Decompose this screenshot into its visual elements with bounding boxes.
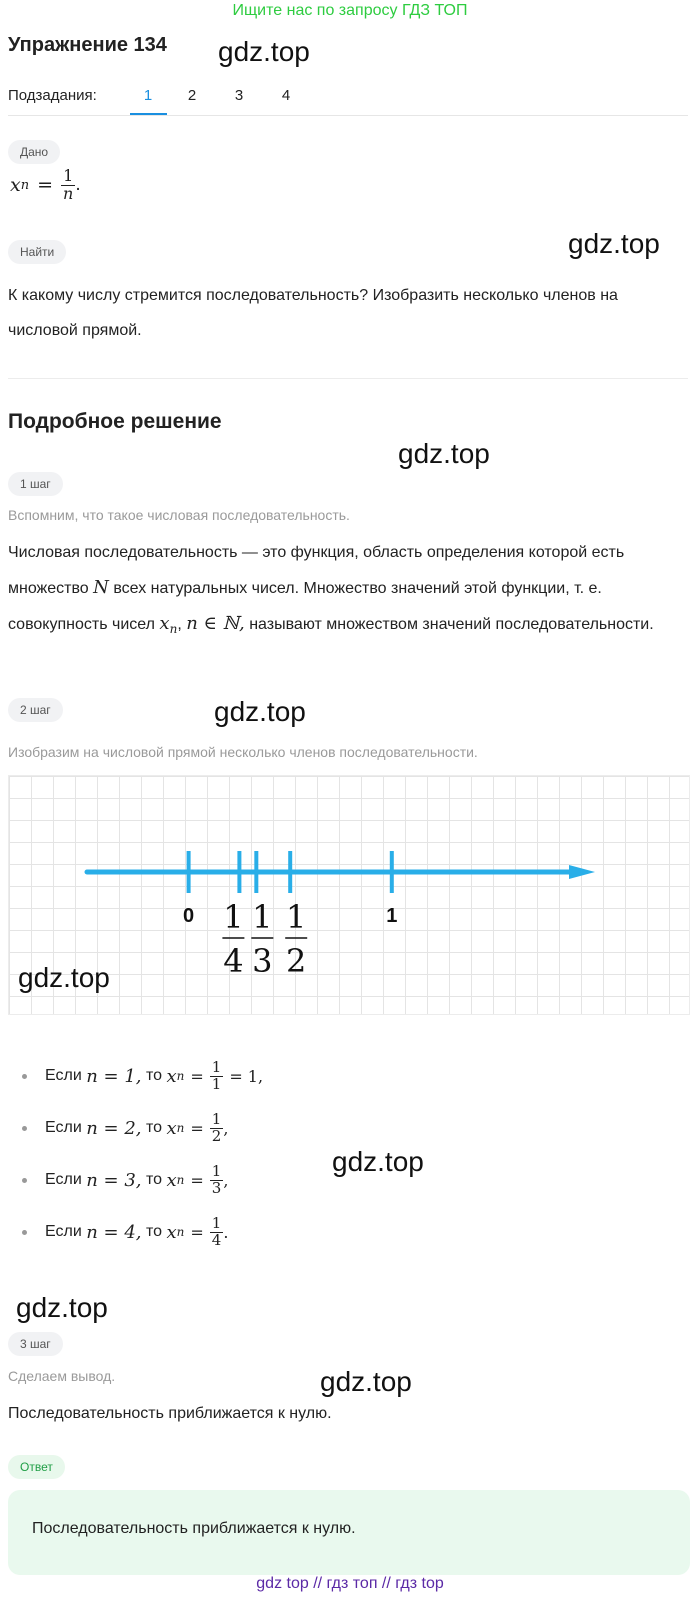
bullet-tail: , <box>223 1118 229 1138</box>
bullet-dot <box>22 1126 27 1131</box>
bullet-den: 3 <box>211 1178 222 1197</box>
number-line-figure <box>8 775 690 1015</box>
step1-chip: 1 шаг <box>8 472 63 496</box>
number-line-label: 0 <box>183 905 195 927</box>
bullet-num: 1 <box>211 1058 222 1076</box>
bullet-tail: . <box>223 1222 229 1242</box>
top-banner[interactable]: Ищите нас по запросу ГДЗ ТОП <box>232 2 468 19</box>
step1-xn-sub: n <box>169 622 178 637</box>
bullet-xn: x <box>166 1169 177 1191</box>
step1-n-in: n ∈ ℕ, <box>186 613 245 634</box>
step2-section <box>8 698 63 722</box>
step1-var-N: N <box>93 577 109 598</box>
bullet-pre: Если <box>45 1119 82 1137</box>
given-section <box>8 140 60 164</box>
bullet-n-eq: n = 1, <box>86 1065 142 1087</box>
bullet-n-eq: n = 3, <box>86 1169 142 1191</box>
given-x: x <box>10 174 21 197</box>
bullet-item <box>22 1164 228 1197</box>
tab-subtask-3[interactable]: 3 <box>234 87 244 104</box>
bullet-den: 2 <box>211 1126 222 1145</box>
bullet-eq: = <box>190 1118 204 1138</box>
bullet-pre: Если <box>45 1223 82 1241</box>
answer-text: Последовательность приближается к нулю. <box>32 1520 356 1537</box>
bullet-fraction <box>210 1060 224 1093</box>
given-fraction <box>61 168 75 203</box>
bullet-den: 4 <box>211 1230 222 1249</box>
number-line-frac-num: 1 <box>223 898 244 936</box>
watermark: gdz.top <box>18 962 110 993</box>
number-line-svg <box>9 776 691 1016</box>
given-formula <box>10 168 81 203</box>
bullet-num: 1 <box>211 1110 222 1128</box>
bullet-n-eq: n = 4, <box>86 1221 142 1243</box>
bullet-xn: x <box>166 1117 177 1139</box>
bullet-num: 1 <box>211 1162 222 1180</box>
bullet-fraction <box>210 1164 224 1197</box>
watermark: gdz.top <box>332 1146 424 1177</box>
bullet-eq: = <box>190 1222 204 1242</box>
bullet-xn: x <box>166 1065 177 1087</box>
number-line-frac-den: 4 <box>223 942 244 980</box>
given-tail: . <box>75 174 81 196</box>
step3-section <box>8 1332 63 1356</box>
bullet-n-eq: n = 2, <box>86 1117 142 1139</box>
bullet-dot <box>22 1230 27 1235</box>
step2-hint: Изобразим на числовой прямой несколько членов последовательности. <box>8 744 478 760</box>
bullet-item <box>22 1216 228 1249</box>
given-equals: = <box>37 174 54 197</box>
step1-xn: x <box>159 613 170 634</box>
find-text: К какому числу стремится последовательность? Изобразить несколько членов на числовой прямой. <box>8 287 618 339</box>
bullet-xn-sub: n <box>176 1173 185 1188</box>
bullet-xn-sub: n <box>176 1069 185 1084</box>
step1-text-c: называют множеством значений последовательности. <box>249 616 654 633</box>
bullet-eq: = <box>190 1170 204 1190</box>
tab-subtask-4[interactable]: 4 <box>281 87 291 104</box>
subtasks-label: Подзадания: <box>8 87 97 104</box>
footer-links[interactable]: gdz top // гдз топ // гдз top <box>256 1575 444 1592</box>
bullet-pre: Если <box>45 1067 82 1085</box>
bullet-eq: = <box>190 1066 204 1086</box>
number-line-frac-num: 1 <box>286 898 307 936</box>
watermark: gdz.top <box>320 1366 412 1397</box>
step1-text-a: Числовая последовательность — это функция, область определения которой есть множество <box>8 544 625 597</box>
watermark: gdz.top <box>16 1292 108 1323</box>
bullet-fraction <box>210 1216 224 1249</box>
given-chip: Дано <box>8 140 60 164</box>
answer-box <box>8 1490 690 1575</box>
exercise-title: Упражнение 134 <box>8 34 167 56</box>
bullet-den: 1 <box>211 1074 222 1093</box>
given-sub: n <box>20 177 30 193</box>
bullet-to: то <box>145 1223 163 1241</box>
bullet-fraction <box>210 1112 224 1145</box>
bullet-to: то <box>145 1067 163 1085</box>
bullet-item <box>22 1112 228 1145</box>
bullet-num: 1 <box>211 1214 222 1232</box>
step3-chip: 3 шаг <box>8 1332 63 1356</box>
step1-text-b: всех натуральных чисел. Множество значений этой функции, т. е. совокупность чисел <box>8 580 602 633</box>
watermark: gdz.top <box>398 438 490 469</box>
bullet-tail: , <box>223 1170 229 1190</box>
find-section <box>8 240 66 264</box>
watermark: gdz.top <box>568 228 660 259</box>
watermark: gdz.top <box>214 696 306 727</box>
bullet-tail: = 1, <box>229 1066 264 1086</box>
tabs-divider <box>8 115 688 116</box>
find-chip: Найти <box>8 240 66 264</box>
answer-section <box>8 1455 65 1479</box>
bullet-to: то <box>145 1171 163 1189</box>
bullet-dot <box>22 1178 27 1183</box>
bullet-to: то <box>145 1119 163 1137</box>
number-line-frac-den: 3 <box>252 942 273 980</box>
tab-subtask-2[interactable]: 2 <box>187 87 197 104</box>
number-line-frac-den: 2 <box>286 942 307 980</box>
given-den: n <box>63 183 74 203</box>
bullet-dot <box>22 1074 27 1079</box>
bullet-pre: Если <box>45 1171 82 1189</box>
given-num: 1 <box>63 166 74 185</box>
step3-hint: Сделаем вывод. <box>8 1368 116 1384</box>
step2-chip: 2 шаг <box>8 698 63 722</box>
bullet-xn: x <box>166 1221 177 1243</box>
answer-chip: Ответ <box>8 1455 65 1479</box>
step1-section <box>8 472 63 496</box>
bullet-xn-sub: n <box>176 1121 185 1136</box>
number-line-frac-num: 1 <box>252 898 273 936</box>
solution-title: Подробное решение <box>8 410 222 433</box>
step1-hint: Вспомним, что такое числовая последовательность. <box>8 507 350 523</box>
bullet-xn-sub: n <box>176 1225 185 1240</box>
section-divider <box>8 378 688 379</box>
tab-subtask-1[interactable]: 1 <box>143 87 153 104</box>
watermark: gdz.top <box>218 36 310 67</box>
step3-text: Последовательность приближается к нулю. <box>8 1405 332 1422</box>
step1-text: Числовая последовательность — это функция, область определения которой есть множество N всех натуральных чисел. Множество значений этой функции, т. е. совокупность чисел $x_n$, n ∈ ℕ, называют множеством значений последовательности. <box>8 544 654 637</box>
number-line-arrow <box>569 865 595 879</box>
number-line-label: 1 <box>386 905 398 927</box>
bullet-item <box>22 1060 263 1093</box>
